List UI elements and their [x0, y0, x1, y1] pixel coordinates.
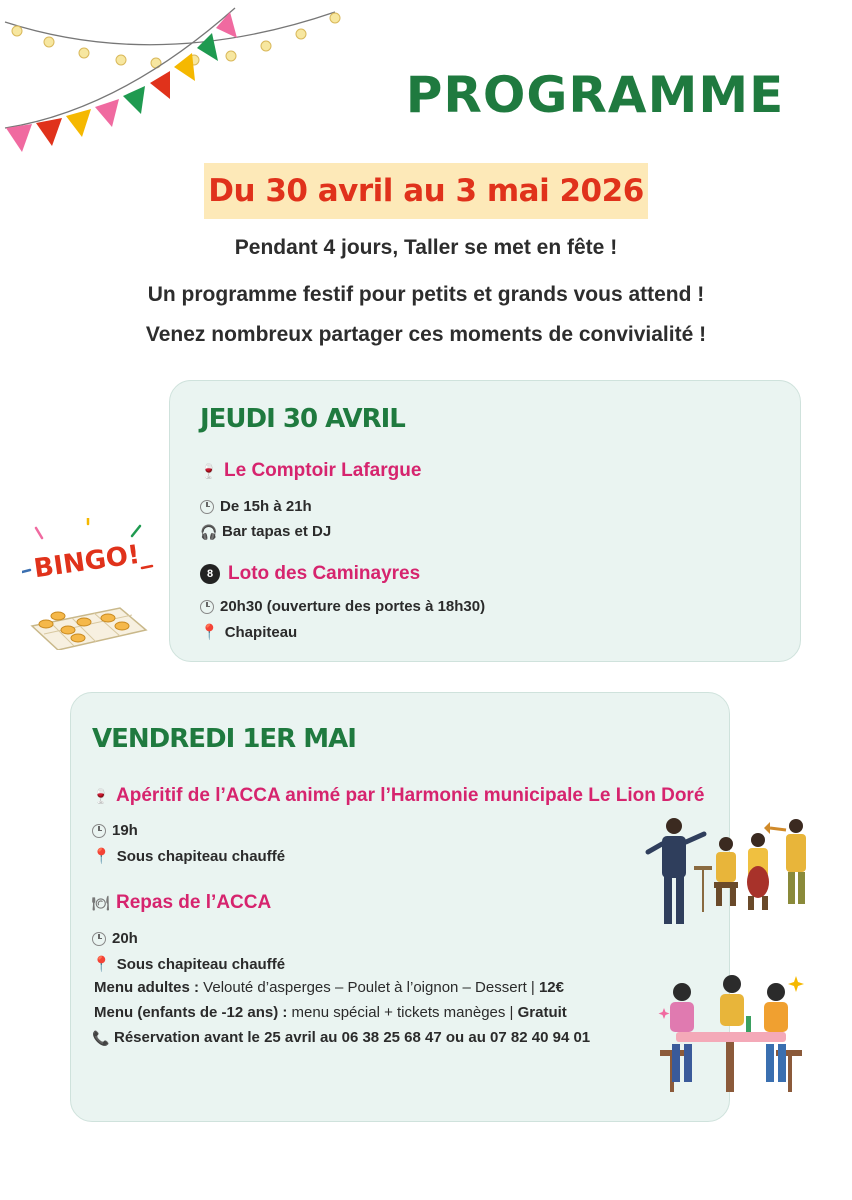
- event-title: Le Comptoir Lafargue: [224, 460, 422, 481]
- menu-price: 12€: [538, 979, 564, 996]
- clock-icon: [200, 600, 214, 614]
- place-text: Chapiteau: [224, 623, 298, 641]
- bingo-illustration: [22, 518, 156, 650]
- detail-text: Bar tapas et DJ: [222, 523, 332, 540]
- phone-icon: 📞: [92, 1029, 110, 1046]
- menu-text: menu spécial + tickets manèges |: [287, 1004, 518, 1021]
- intro-line-1: Pendant 4 jours, Taller se met en fête !: [234, 236, 618, 259]
- pin-icon: 📍: [92, 956, 111, 973]
- time-text: De 15h à 21h: [220, 498, 312, 515]
- billiard-8-icon: 8: [200, 564, 220, 584]
- menu-label: Menu adultes :: [94, 979, 200, 996]
- event-title: Repas de l’ACCA: [116, 892, 272, 913]
- event-time: [200, 498, 312, 515]
- dates-highlight: [204, 163, 648, 219]
- intro-line-2: Un programme festif pour petits et grands vous attend !: [147, 283, 705, 306]
- place-text: Sous chapiteau chauffé: [116, 847, 286, 865]
- bingo-logo-text: BINGO!: [32, 539, 142, 585]
- menu-adultes: [94, 979, 564, 996]
- reservation: [92, 1029, 590, 1046]
- page-title: PROGRAMME: [405, 66, 785, 124]
- wine-glass-icon: 🍷: [200, 463, 218, 479]
- time-text: 20h: [112, 930, 138, 947]
- bunting-decoration: [0, 0, 345, 160]
- pin-icon: 📍: [200, 624, 219, 641]
- event-title: Loto des Caminayres: [228, 563, 421, 584]
- time-text: 20h30 (ouverture des portes à 18h30): [220, 598, 486, 615]
- menu-text: Velouté d’asperges – Poulet à l’oignon – Dessert |: [199, 979, 539, 996]
- orchestra-illustration: [640, 812, 820, 932]
- place-text: Sous chapiteau chauffé: [116, 955, 286, 973]
- event-time: [200, 598, 485, 615]
- menu-price: Gratuit: [517, 1004, 567, 1021]
- clock-icon: [92, 824, 106, 838]
- event-dates: Du 30 avril au 3 mai 2026: [208, 173, 644, 209]
- event-comptoir: [200, 460, 421, 482]
- headphones-icon: 🎧: [200, 523, 218, 540]
- day-heading-jeudi: JEUDI 30 AVRIL: [200, 404, 405, 434]
- reservation-text: Réservation avant le 25 avril au 06 38 25 68 47 ou au 07 82 40 94 01: [114, 1029, 591, 1046]
- day-heading-vendredi: VENDREDI 1ER MAI: [92, 724, 356, 754]
- event-place: [92, 955, 285, 973]
- wine-glass-icon: 🍷: [92, 788, 110, 804]
- intro-line-3: Venez nombreux partager ces moments de convivialité !: [145, 323, 707, 346]
- event-aperitif: [92, 785, 704, 807]
- fork-knife-icon: 🍽: [92, 895, 110, 911]
- event-place: [200, 623, 297, 641]
- event-time: [92, 822, 138, 839]
- pin-icon: 📍: [92, 848, 111, 865]
- dinner-illustration: [656, 968, 806, 1098]
- event-title: Apéritif de l’ACCA animé par l’Harmonie municipale Le Lion Doré: [116, 785, 705, 806]
- menu-enfants: [94, 1004, 567, 1021]
- clock-icon: [92, 932, 106, 946]
- event-place: [92, 847, 285, 865]
- menu-label: Menu (enfants de -12 ans) :: [94, 1004, 288, 1021]
- event-loto: [200, 563, 420, 585]
- clock-icon: [200, 500, 214, 514]
- event-detail: [200, 523, 331, 540]
- event-time: [92, 930, 138, 947]
- event-repas: [92, 892, 271, 914]
- time-text: 19h: [112, 822, 138, 839]
